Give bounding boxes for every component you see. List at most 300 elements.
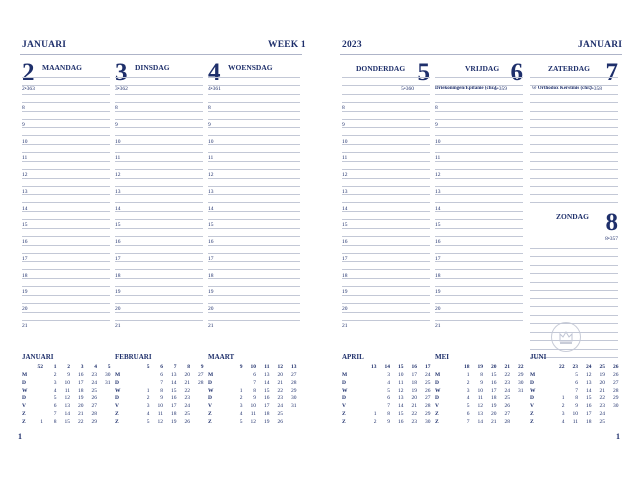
line — [115, 295, 203, 296]
day-cell[interactable]: 18 — [171, 411, 177, 417]
line — [435, 312, 523, 313]
day-cell[interactable]: 6 — [466, 411, 470, 417]
day-cell[interactable]: 13 — [477, 411, 483, 417]
hour-label: 8 — [435, 105, 438, 111]
day-cell[interactable]: 12 — [250, 418, 256, 425]
day-cell[interactable]: 2 — [53, 372, 57, 378]
day-cell[interactable]: 18 — [78, 387, 84, 394]
line — [435, 211, 523, 212]
day-cell[interactable]: 3 — [466, 387, 470, 394]
day-cell[interactable]: 30 — [291, 395, 297, 402]
day-cell[interactable]: 15 — [586, 395, 592, 402]
weekday-label: D — [115, 395, 119, 402]
line — [208, 178, 300, 179]
line — [208, 236, 300, 237]
day-cell[interactable]: 15 — [398, 411, 404, 417]
line — [208, 211, 300, 212]
line — [22, 320, 110, 321]
day-cell[interactable]: 1 — [239, 387, 243, 394]
day-cell[interactable]: 12 — [586, 372, 592, 378]
day-cell[interactable]: 13 — [264, 372, 270, 378]
day-cell[interactable]: 24 — [599, 411, 605, 417]
day-cell[interactable]: 16 — [398, 418, 404, 425]
weekday-label: D — [22, 379, 26, 386]
line — [530, 298, 618, 299]
day-cell[interactable]: 10 — [477, 387, 483, 394]
day-cell[interactable]: 25 — [184, 411, 190, 417]
day-cell[interactable]: 1 — [146, 387, 150, 394]
day-cell[interactable]: 24 — [184, 403, 190, 410]
day-cell[interactable]: 19 — [171, 418, 177, 425]
day-cell[interactable]: 10 — [157, 403, 163, 410]
line — [435, 245, 523, 246]
week-number: 5 — [107, 364, 111, 370]
day-cell[interactable]: 2 — [146, 395, 150, 402]
line — [435, 295, 523, 296]
day-cell[interactable]: 22 — [504, 372, 510, 378]
day-cell[interactable]: 3 — [53, 379, 57, 386]
day-cell[interactable]: 11 — [477, 395, 483, 402]
day-cell[interactable]: 27 — [504, 411, 510, 417]
day-cell[interactable]: 21 — [491, 418, 497, 425]
day-cell[interactable]: 26 — [91, 395, 97, 402]
day-cell[interactable]: 3 — [239, 403, 243, 410]
day-cell[interactable]: 8 — [53, 418, 57, 425]
hour-label: 17 — [435, 255, 441, 262]
day-cell[interactable]: 19 — [491, 403, 497, 410]
day-cell[interactable]: 24 — [504, 387, 510, 394]
day-cell[interactable]: 20 — [491, 411, 497, 417]
hour-label: 16 — [435, 239, 441, 245]
day-count: 5•360 — [401, 86, 414, 92]
day-number: 6 — [510, 59, 523, 86]
day-cell[interactable]: 11 — [572, 418, 578, 425]
day-cell[interactable]: 16 — [171, 395, 177, 402]
mini-month-name: APRIL — [342, 353, 364, 361]
day-cell[interactable]: 19 — [411, 387, 417, 394]
day-cell[interactable]: 28 — [91, 411, 97, 417]
day-cell[interactable]: 1 — [466, 372, 470, 378]
line — [530, 144, 618, 145]
day-cell[interactable]: 28 — [504, 418, 510, 425]
day-cell[interactable]: 6 — [253, 372, 256, 378]
day-cell[interactable]: 9 — [67, 372, 70, 378]
line — [115, 269, 203, 270]
day-cell[interactable]: 14 — [398, 403, 404, 410]
day-cell[interactable]: 28 — [291, 379, 297, 386]
day-cell[interactable]: 26 — [425, 387, 431, 394]
weekday-label: W — [208, 387, 214, 394]
line — [530, 265, 618, 266]
week-number: 10 — [250, 364, 256, 370]
day-cell[interactable]: 8 — [575, 395, 578, 402]
day-name: WOENSDAG — [228, 63, 273, 72]
day-cell[interactable]: 17 — [78, 379, 84, 386]
day-cell[interactable]: 14 — [264, 379, 270, 386]
line — [530, 152, 618, 153]
day-cell[interactable]: 4 — [53, 387, 57, 394]
mini-month-name: MAART — [208, 353, 235, 361]
day-cell[interactable]: 17 — [264, 403, 270, 410]
day-cell[interactable]: 8 — [480, 372, 483, 378]
mini-month-name: JUNI — [530, 353, 547, 361]
week-number: 52 — [37, 364, 43, 370]
day-cell[interactable]: 8 — [160, 387, 163, 394]
line — [208, 135, 300, 136]
day-cell[interactable]: 10 — [64, 379, 70, 386]
day-cell[interactable]: 26 — [184, 418, 190, 425]
line — [115, 312, 203, 313]
line — [22, 85, 110, 86]
hour-label: 21 — [342, 322, 348, 329]
day-cell[interactable]: 22 — [599, 395, 605, 402]
day-cell[interactable]: 13 — [171, 372, 177, 378]
day-cell[interactable]: 8 — [253, 387, 256, 394]
line — [530, 282, 618, 283]
day-cell[interactable]: 10 — [250, 403, 256, 410]
day-cell[interactable]: 18 — [264, 411, 270, 417]
day-cell[interactable]: 2 — [466, 379, 470, 386]
day-cell[interactable]: 20 — [184, 372, 190, 378]
line — [435, 169, 523, 170]
day-cell[interactable]: 30 — [425, 418, 431, 425]
day-cell[interactable]: 18 — [491, 395, 497, 402]
day-cell[interactable]: 10 — [398, 372, 404, 378]
day-cell[interactable]: 15 — [171, 387, 177, 394]
day-cell[interactable]: 16 — [78, 372, 84, 378]
day-cell[interactable]: 20 — [411, 395, 417, 402]
day-number: 4 — [208, 59, 221, 86]
day-column — [208, 58, 300, 340]
week-number: 8 — [187, 364, 190, 370]
day-cell[interactable]: 4 — [239, 411, 243, 417]
line — [530, 340, 618, 341]
line — [22, 94, 110, 95]
day-cell[interactable]: 20 — [78, 403, 84, 410]
day-cell[interactable]: 3 — [561, 411, 565, 417]
month-label: JANUARI — [22, 40, 67, 50]
day-cell[interactable]: 27 — [613, 379, 619, 386]
day-cell[interactable]: 12 — [398, 387, 404, 394]
day-cell[interactable]: 19 — [78, 395, 84, 402]
line — [342, 102, 430, 103]
line — [435, 119, 523, 120]
day-cell[interactable]: 20 — [599, 379, 605, 386]
day-name: ZONDAG — [556, 212, 589, 221]
day-cell[interactable]: 2 — [239, 395, 243, 402]
day-cell[interactable]: 29 — [291, 387, 297, 394]
day-cell[interactable]: 21 — [599, 387, 605, 394]
day-cell[interactable]: 17 — [411, 372, 417, 378]
hour-label: 11 — [208, 155, 214, 162]
hour-label: 12 — [435, 172, 441, 178]
hour-label: 18 — [435, 272, 441, 279]
week-number: 20 — [491, 364, 497, 370]
day-cell[interactable]: 4 — [146, 411, 150, 417]
day-cell[interactable]: 23 — [411, 418, 417, 425]
day-cell[interactable]: 18 — [586, 418, 592, 425]
day-cell[interactable]: 5 — [387, 387, 390, 394]
day-cell[interactable]: 27 — [91, 403, 97, 410]
day-cell[interactable]: 12 — [477, 403, 483, 410]
line — [342, 211, 430, 212]
day-cell[interactable]: 5 — [575, 372, 578, 378]
day-name: DINSDAG — [135, 63, 170, 72]
day-cell[interactable]: 19 — [264, 418, 270, 425]
day-cell[interactable]: 25 — [599, 418, 605, 425]
line — [342, 278, 430, 279]
day-cell[interactable]: 11 — [398, 379, 404, 386]
hour-label: 12 — [22, 172, 28, 178]
day-cell[interactable]: 16 — [491, 379, 497, 386]
day-cell[interactable]: 21 — [411, 403, 417, 410]
hour-label: 20 — [342, 306, 348, 312]
weekday-label: Z — [342, 418, 346, 425]
day-cell[interactable]: 7 — [387, 403, 390, 410]
day-cell[interactable]: 1 — [373, 411, 377, 417]
day-cell[interactable]: 26 — [504, 403, 510, 410]
day-cell[interactable]: 14 — [64, 411, 70, 417]
header-rule — [20, 54, 302, 55]
day-cell[interactable]: 24 — [425, 372, 431, 378]
weekday-label: Z — [530, 411, 534, 417]
day-cell[interactable]: 17 — [491, 387, 497, 394]
line — [22, 253, 110, 254]
line — [435, 85, 523, 86]
day-cell[interactable]: 25 — [504, 395, 510, 402]
year-label: 2023 — [342, 40, 362, 50]
day-cell[interactable]: 3 — [146, 403, 150, 410]
week-number: 23 — [572, 364, 578, 370]
hour-label: 19 — [208, 289, 214, 296]
day-cell[interactable]: 26 — [277, 418, 283, 425]
day-cell[interactable]: 14 — [477, 418, 483, 425]
line — [530, 315, 618, 316]
day-cell[interactable]: 10 — [572, 411, 578, 417]
line — [530, 94, 618, 95]
day-cell[interactable]: 5 — [466, 403, 470, 410]
day-cell[interactable]: 22 — [411, 411, 417, 417]
line — [115, 261, 203, 262]
weekday-label: V — [22, 403, 26, 410]
day-cell[interactable]: 27 — [291, 372, 297, 378]
day-cell[interactable]: 20 — [277, 372, 283, 378]
month-label: JANUARI — [578, 40, 623, 50]
day-cell[interactable]: 15 — [64, 418, 70, 425]
day-cell[interactable]: 11 — [157, 411, 163, 417]
page-number: 1 — [616, 432, 620, 441]
weekday-label: M — [208, 372, 214, 378]
line — [530, 111, 618, 112]
day-cell[interactable]: 6 — [160, 372, 163, 378]
hour-label: 13 — [22, 188, 28, 195]
day-column — [115, 58, 203, 340]
line — [530, 102, 618, 103]
line — [342, 303, 430, 304]
day-name: MAANDAG — [42, 63, 82, 72]
day-cell[interactable]: 27 — [198, 372, 204, 378]
day-cell[interactable]: 9 — [160, 395, 163, 402]
hour-label: 18 — [208, 272, 214, 279]
hour-label: 16 — [22, 239, 28, 245]
hour-label: 19 — [342, 289, 348, 296]
day-cell[interactable]: 21 — [184, 379, 190, 386]
line — [530, 127, 618, 128]
day-cell[interactable]: 2 — [373, 418, 377, 425]
day-cell[interactable]: 25 — [91, 387, 97, 394]
line — [435, 269, 523, 270]
day-cell[interactable]: 6 — [387, 395, 390, 402]
line — [435, 202, 523, 203]
day-cell[interactable]: 16 — [264, 395, 270, 402]
day-cell[interactable]: 2 — [561, 403, 565, 410]
day-cell[interactable]: 17 — [171, 403, 177, 410]
day-cell[interactable]: 21 — [78, 411, 84, 417]
day-cell[interactable]: 4 — [561, 418, 565, 425]
day-cell[interactable]: 5 — [146, 418, 150, 425]
day-cell[interactable]: 11 — [64, 387, 70, 394]
day-cell[interactable]: 23 — [504, 379, 510, 386]
day-cell[interactable]: 6 — [53, 403, 57, 410]
weekday-label: Z — [115, 418, 119, 425]
line — [115, 77, 203, 78]
hour-label: 16 — [115, 239, 121, 245]
day-cell[interactable]: 8 — [387, 411, 390, 417]
line — [435, 77, 523, 78]
day-cell[interactable]: 24 — [277, 403, 283, 410]
line — [22, 111, 110, 112]
line — [22, 202, 110, 203]
week-number: 3 — [80, 364, 84, 370]
line — [208, 77, 300, 78]
day-cell[interactable]: 13 — [398, 395, 404, 402]
day-cell[interactable]: 15 — [491, 372, 497, 378]
day-cell[interactable]: 25 — [425, 379, 431, 386]
day-cell[interactable]: 29 — [425, 411, 431, 417]
day-cell[interactable]: 24 — [91, 379, 97, 386]
day-cell[interactable]: 23 — [277, 395, 283, 402]
week-number: 1 — [53, 364, 57, 370]
line — [342, 219, 430, 220]
line — [208, 320, 300, 321]
day-cell[interactable]: 22 — [277, 387, 283, 394]
day-cell[interactable]: 30 — [105, 372, 111, 378]
line — [208, 186, 300, 187]
day-cell[interactable]: 16 — [586, 403, 592, 410]
line — [208, 119, 300, 120]
day-cell[interactable]: 12 — [157, 418, 163, 425]
weekday-label: D — [435, 395, 439, 402]
line — [208, 253, 300, 254]
day-cell[interactable]: 4 — [387, 379, 390, 386]
day-cell[interactable]: 29 — [613, 395, 619, 402]
hour-label: 13 — [435, 188, 441, 195]
day-cell[interactable]: 31 — [518, 387, 524, 394]
day-cell[interactable]: 29 — [91, 418, 97, 425]
day-cell[interactable]: 11 — [250, 411, 256, 417]
day-cell[interactable]: 3 — [387, 372, 390, 378]
day-cell[interactable]: 21 — [277, 379, 283, 386]
day-cell[interactable]: 7 — [466, 418, 470, 425]
day-cell[interactable]: 31 — [291, 403, 297, 410]
day-cell[interactable]: 28 — [613, 387, 619, 394]
day-cell[interactable]: 27 — [425, 395, 431, 402]
day-cell[interactable]: 17 — [586, 411, 592, 417]
day-cell[interactable]: 1 — [40, 418, 43, 425]
day-cell[interactable]: 31 — [105, 379, 111, 386]
hour-label: 17 — [342, 255, 348, 262]
hour-label: 15 — [435, 222, 441, 229]
line — [22, 219, 110, 220]
day-number: 8 — [605, 209, 618, 236]
hour-label: 8 — [22, 105, 25, 111]
day-cell[interactable]: 7 — [160, 379, 163, 386]
line — [342, 94, 430, 95]
day-cell[interactable]: 14 — [171, 379, 177, 386]
day-cell[interactable]: 18 — [411, 379, 417, 386]
line — [115, 286, 203, 287]
day-cell[interactable]: 7 — [53, 411, 57, 417]
day-cell[interactable]: 9 — [387, 418, 390, 425]
day-cell[interactable]: 28 — [198, 379, 204, 386]
week-number: 25 — [599, 364, 605, 370]
day-cell[interactable]: 15 — [264, 387, 270, 394]
line — [342, 295, 430, 296]
line — [115, 94, 203, 95]
line — [342, 202, 430, 203]
day-number: 5 — [417, 59, 430, 86]
day-cell[interactable]: 23 — [184, 395, 190, 402]
day-cell[interactable]: 29 — [518, 372, 524, 378]
line — [342, 135, 430, 136]
day-cell[interactable]: 19 — [599, 372, 605, 378]
day-cell[interactable]: 22 — [78, 418, 84, 425]
day-cell[interactable]: 13 — [586, 379, 592, 386]
line — [208, 312, 300, 313]
day-count: 3•362 — [115, 86, 128, 92]
line — [530, 186, 618, 187]
day-cell[interactable]: 23 — [91, 372, 97, 378]
day-cell[interactable]: 4 — [466, 395, 470, 402]
day-cell[interactable]: 9 — [253, 395, 256, 402]
day-cell[interactable]: 9 — [480, 379, 483, 386]
day-cell[interactable]: 23 — [599, 403, 605, 410]
day-cell[interactable]: 1 — [561, 395, 565, 402]
weekday-label: M — [530, 372, 536, 378]
day-cell[interactable]: 26 — [613, 372, 619, 378]
day-cell[interactable]: 5 — [53, 395, 57, 402]
day-name: VRIJDAG — [465, 64, 500, 73]
weekday-label: D — [342, 379, 346, 386]
day-cell[interactable]: 7 — [253, 379, 256, 386]
day-cell[interactable]: 7 — [575, 387, 578, 394]
day-cell[interactable]: 5 — [239, 418, 243, 425]
line — [115, 186, 203, 187]
day-cell[interactable]: 28 — [425, 403, 431, 410]
day-cell[interactable]: 9 — [575, 403, 578, 410]
week-number: 26 — [613, 364, 619, 370]
hour-label: 13 — [115, 188, 121, 195]
hour-label: 14 — [22, 205, 28, 212]
day-cell[interactable]: 13 — [64, 403, 70, 410]
day-cell[interactable]: 22 — [184, 387, 190, 394]
day-cell[interactable]: 25 — [277, 411, 283, 417]
day-cell[interactable]: 12 — [64, 395, 70, 402]
day-cell[interactable]: 30 — [518, 379, 524, 386]
day-cell[interactable]: 30 — [613, 403, 619, 410]
day-cell[interactable]: 6 — [575, 379, 578, 386]
day-cell[interactable]: 14 — [586, 387, 592, 394]
